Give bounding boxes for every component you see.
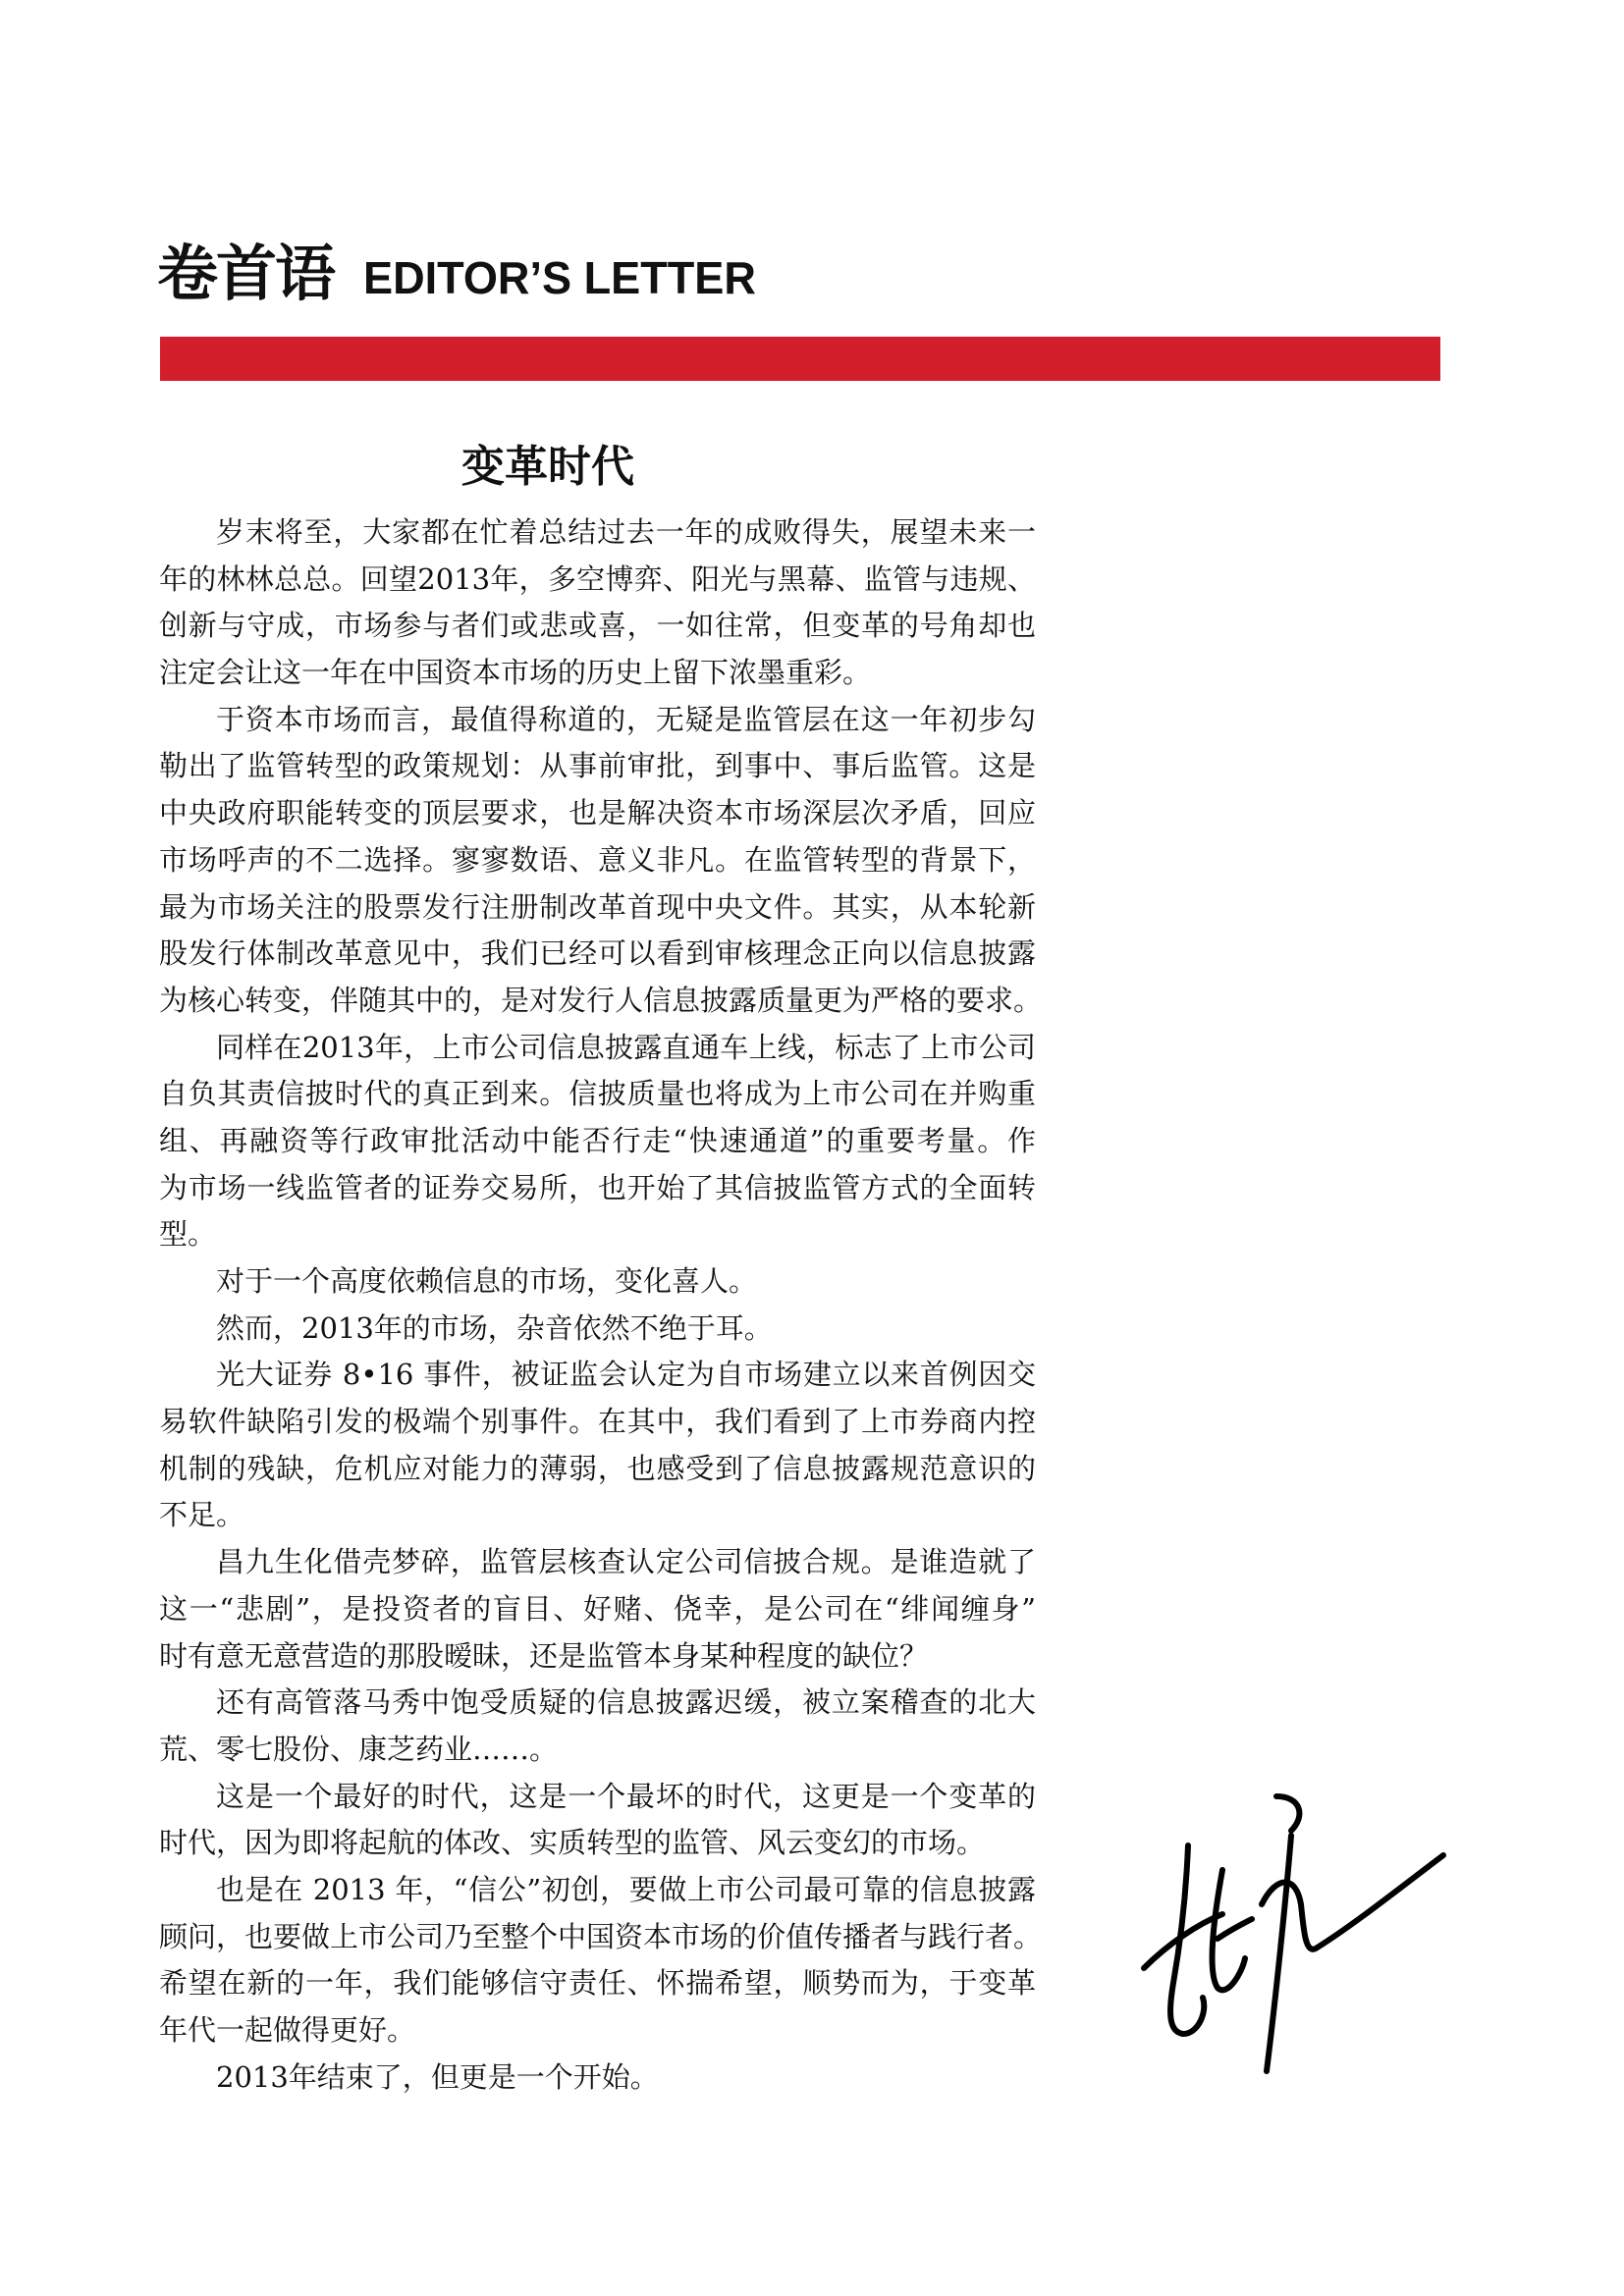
body-text-line: 岁末将至，大家都在忙着总结过去一年的成败得失，展望未来一 bbox=[216, 515, 1036, 549]
body-text-line: 时代，因为即将起航的体改、实质转型的监管、风云变幻的市场。 bbox=[159, 1826, 986, 1860]
body-text-line: 自负其责信披时代的真正到来。信披质量也将成为上市公司在并购重 bbox=[159, 1077, 1036, 1111]
page-header bbox=[157, 240, 764, 309]
body-text-line: 组、再融资等行政审批活动中能否行走“快速通道”的重要考量。作 bbox=[159, 1123, 1036, 1157]
body-text-line: 这是一个最好的时代，这是一个最坏的时代，这更是一个变革的 bbox=[216, 1779, 1036, 1813]
header-title-cn: 卷首语 bbox=[157, 240, 335, 308]
body-text-line: 年代一起做得更好。 bbox=[159, 2013, 416, 2047]
body-text-line: 顾问，也要做上市公司乃至整个中国资本市场的价值传播者与践行者。 bbox=[159, 1919, 1043, 1953]
article-title: 变革时代 bbox=[461, 443, 634, 491]
body-text-line: 中央政府职能转变的顶层要求，也是解决资本市场深层次矛盾，回应 bbox=[159, 796, 1036, 830]
body-text-line: 荒、零七股份、康芝药业……。 bbox=[159, 1732, 559, 1766]
body-text-line: 2013年结束了，但更是一个开始。 bbox=[216, 2059, 659, 2094]
body-text-line: 为市场一线监管者的证券交易所，也开始了其信披监管方式的全面转 bbox=[159, 1170, 1036, 1204]
body-text-line: 然而，2013年的市场，杂音依然不绝于耳。 bbox=[216, 1310, 773, 1345]
body-text-line: 机制的残缺，危机应对能力的薄弱，也感受到了信息披露规范意识的 bbox=[159, 1451, 1036, 1485]
body-text-line: 对于一个高度依赖信息的市场，变化喜人。 bbox=[216, 1264, 758, 1298]
handwritten-signature bbox=[1129, 1777, 1453, 2101]
body-text-line: 还有高管落马秀中饱受质疑的信息披露迟缓，被立案稽查的北大 bbox=[216, 1685, 1036, 1720]
body-text-line: 昌九生化借壳梦碎，监管层核查认定公司信披合规。是谁造就了 bbox=[216, 1545, 1036, 1579]
body-text-line: 创新与守成，市场参与者们或悲或喜，一如往常，但变革的号角却也 bbox=[159, 609, 1036, 643]
article-body bbox=[159, 509, 1043, 2101]
body-text-line: 也是在 2013 年，“信公”初创，要做上市公司最可靠的信息披露 bbox=[216, 1872, 1036, 1906]
body-text-line: 易软件缺陷引发的极端个别事件。在其中，我们看到了上市券商内控 bbox=[159, 1405, 1036, 1439]
body-text-line: 勒出了监管转型的政策规划：从事前审批，到事中、事后监管。这是 bbox=[159, 749, 1036, 783]
body-text-line: 于资本市场而言，最值得称道的，无疑是监管层在这一年初步勾 bbox=[216, 702, 1036, 736]
body-text-line: 注定会让这一年在中国资本市场的历史上留下浓墨重彩。 bbox=[159, 656, 872, 690]
body-text-line: 型。 bbox=[159, 1217, 217, 1252]
body-text-line: 市场呼声的不二选择。寥寥数语、意义非凡。在监管转型的背景下， bbox=[159, 842, 1036, 877]
body-text-line: 为核心转变，伴随其中的，是对发行人信息披露质量更为严格的要求。 bbox=[159, 983, 1043, 1017]
body-text-line: 股发行体制改革意见中，我们已经可以看到审核理念正向以信息披露 bbox=[159, 936, 1036, 971]
body-text-line: 这一“悲剧”，是投资者的盲目、好赌、侥幸，是公司在“绯闻缠身” bbox=[159, 1591, 1036, 1626]
body-text-line: 光大证券 8•16 事件，被证监会认定为自市场建立以来首例因交 bbox=[216, 1358, 1036, 1392]
body-text-line: 同样在2013年，上市公司信息披露直通车上线，标志了上市公司 bbox=[216, 1030, 1036, 1064]
body-text-line: 最为市场关注的股票发行注册制改革首现中央文件。其实，从本轮新 bbox=[159, 889, 1036, 924]
header-title-en: EDITOR’S LETTER bbox=[363, 252, 756, 303]
body-text-line: 不足。 bbox=[159, 1498, 245, 1532]
body-text-line: 希望在新的一年，我们能够信守责任、怀揣希望，顺势而为，于变革 bbox=[159, 1966, 1036, 2001]
body-text-line: 时有意无意营造的那股暧昧，还是监管本身某种程度的缺位？ bbox=[159, 1638, 929, 1673]
body-text-line: 年的林林总总。回望2013年，多空博弈、阳光与黑幕、监管与违规、 bbox=[159, 561, 1036, 596]
red-divider-bar bbox=[160, 337, 1440, 381]
